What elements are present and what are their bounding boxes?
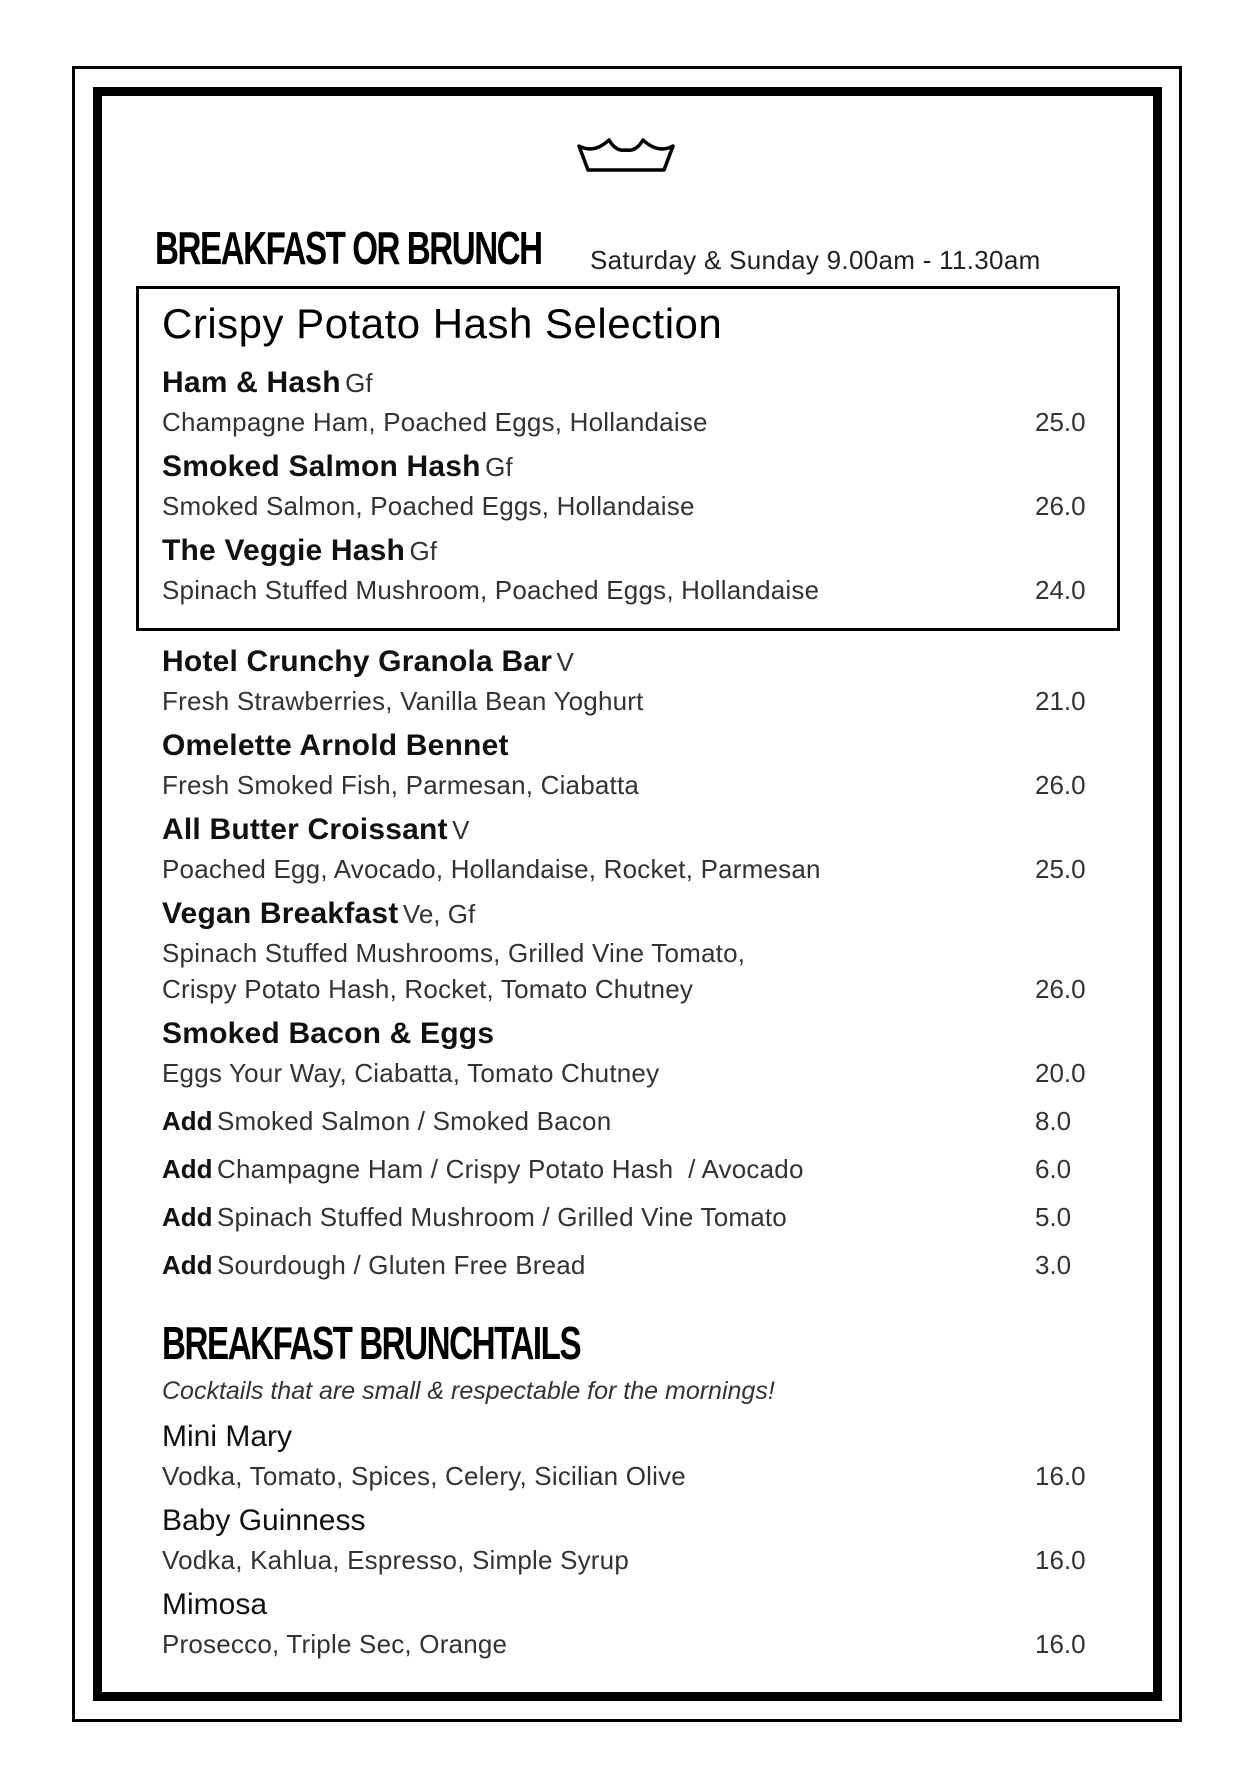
dietary-tag: Gf: [409, 536, 437, 566]
menu-item-price: 20.0: [1035, 1058, 1086, 1088]
section-title-breakfast: BREAKFAST OR BRUNCH: [155, 222, 542, 274]
addon-price: 8.0: [1035, 1106, 1072, 1136]
menu-item-name: Omelette Arnold Bennet: [162, 729, 509, 762]
menu-item-name: Hotel Crunchy Granola Bar V: [162, 645, 574, 678]
drink-price: 16.0: [1035, 1461, 1086, 1491]
drink-name: Mimosa: [162, 1588, 268, 1621]
drink-name: Mini Mary: [162, 1420, 293, 1453]
menu-item-desc: Poached Egg, Avocado, Hollandaise, Rocket, Parmesan: [162, 854, 821, 884]
menu-item-price: 26.0: [1035, 770, 1086, 800]
addon-price: 3.0: [1035, 1250, 1072, 1280]
addon-price: 6.0: [1035, 1154, 1072, 1184]
menu-item-price: 25.0: [1035, 854, 1086, 884]
menu-item-desc: Fresh Smoked Fish, Parmesan, Ciabatta: [162, 770, 640, 800]
menu-item-desc: Spinach Stuffed Mushrooms, Grilled Vine Tomato,: [162, 938, 746, 968]
drink-desc: Prosecco, Triple Sec, Orange: [162, 1629, 508, 1659]
crown-icon: [576, 136, 676, 172]
dietary-tag: Gf: [485, 452, 513, 482]
dietary-tag: Ve, Gf: [402, 899, 476, 929]
drink-price: 16.0: [1035, 1545, 1086, 1575]
menu-item-desc-line2: Crispy Potato Hash, Rocket, Tomato Chutney: [162, 974, 694, 1004]
menu-item-desc: Eggs Your Way, Ciabatta, Tomato Chutney: [162, 1058, 660, 1088]
brunchtails-tagline: Cocktails that are small & respectable for the mornings!: [162, 1377, 775, 1405]
menu-item-price: 26.0: [1035, 974, 1086, 1004]
menu-item-name: Ham & Hash Gf: [162, 366, 373, 399]
menu-item-price: 26.0: [1035, 491, 1086, 521]
addon-item: Add Sourdough / Gluten Free Bread: [162, 1250, 586, 1280]
menu-item-desc: Spinach Stuffed Mushroom, Poached Eggs, Hollandaise: [162, 575, 820, 605]
hash-selection-title: Crispy Potato Hash Selection: [162, 300, 723, 347]
menu-item-name: Vegan Breakfast Ve, Gf: [162, 897, 476, 930]
drink-desc: Vodka, Kahlua, Espresso, Simple Syrup: [162, 1545, 629, 1575]
menu-item-price: 25.0: [1035, 407, 1086, 437]
addon-item: Add Smoked Salmon / Smoked Bacon: [162, 1106, 612, 1136]
dietary-tag: V: [452, 815, 470, 845]
menu-item-name: Smoked Salmon Hash Gf: [162, 450, 513, 483]
service-hours: Saturday & Sunday 9.00am - 11.30am: [590, 245, 1041, 275]
menu-item-desc: Smoked Salmon, Poached Eggs, Hollandaise: [162, 491, 695, 521]
dietary-tag: Gf: [345, 368, 373, 398]
drink-price: 16.0: [1035, 1629, 1086, 1659]
menu-item-name: Smoked Bacon & Eggs: [162, 1017, 495, 1050]
section-title-brunchtails: BREAKFAST BRUNCHTAILS: [162, 1317, 581, 1369]
menu-item-name: All Butter Croissant V: [162, 813, 470, 846]
menu-item-price: 24.0: [1035, 575, 1086, 605]
drink-name: Baby Guinness: [162, 1504, 366, 1537]
menu-item-name: The Veggie Hash Gf: [162, 534, 437, 567]
dietary-tag: V: [556, 647, 574, 677]
menu-item-desc: Fresh Strawberries, Vanilla Bean Yoghurt: [162, 686, 644, 716]
addon-item: Add Spinach Stuffed Mushroom / Grilled Vine Tomato: [162, 1202, 787, 1232]
drink-desc: Vodka, Tomato, Spices, Celery, Sicilian Olive: [162, 1461, 686, 1491]
addon-price: 5.0: [1035, 1202, 1072, 1232]
addon-item: Add Champagne Ham / Crispy Potato Hash / Avocado: [162, 1154, 804, 1184]
menu-item-desc: Champagne Ham, Poached Eggs, Hollandaise: [162, 407, 708, 437]
menu-item-price: 21.0: [1035, 686, 1086, 716]
